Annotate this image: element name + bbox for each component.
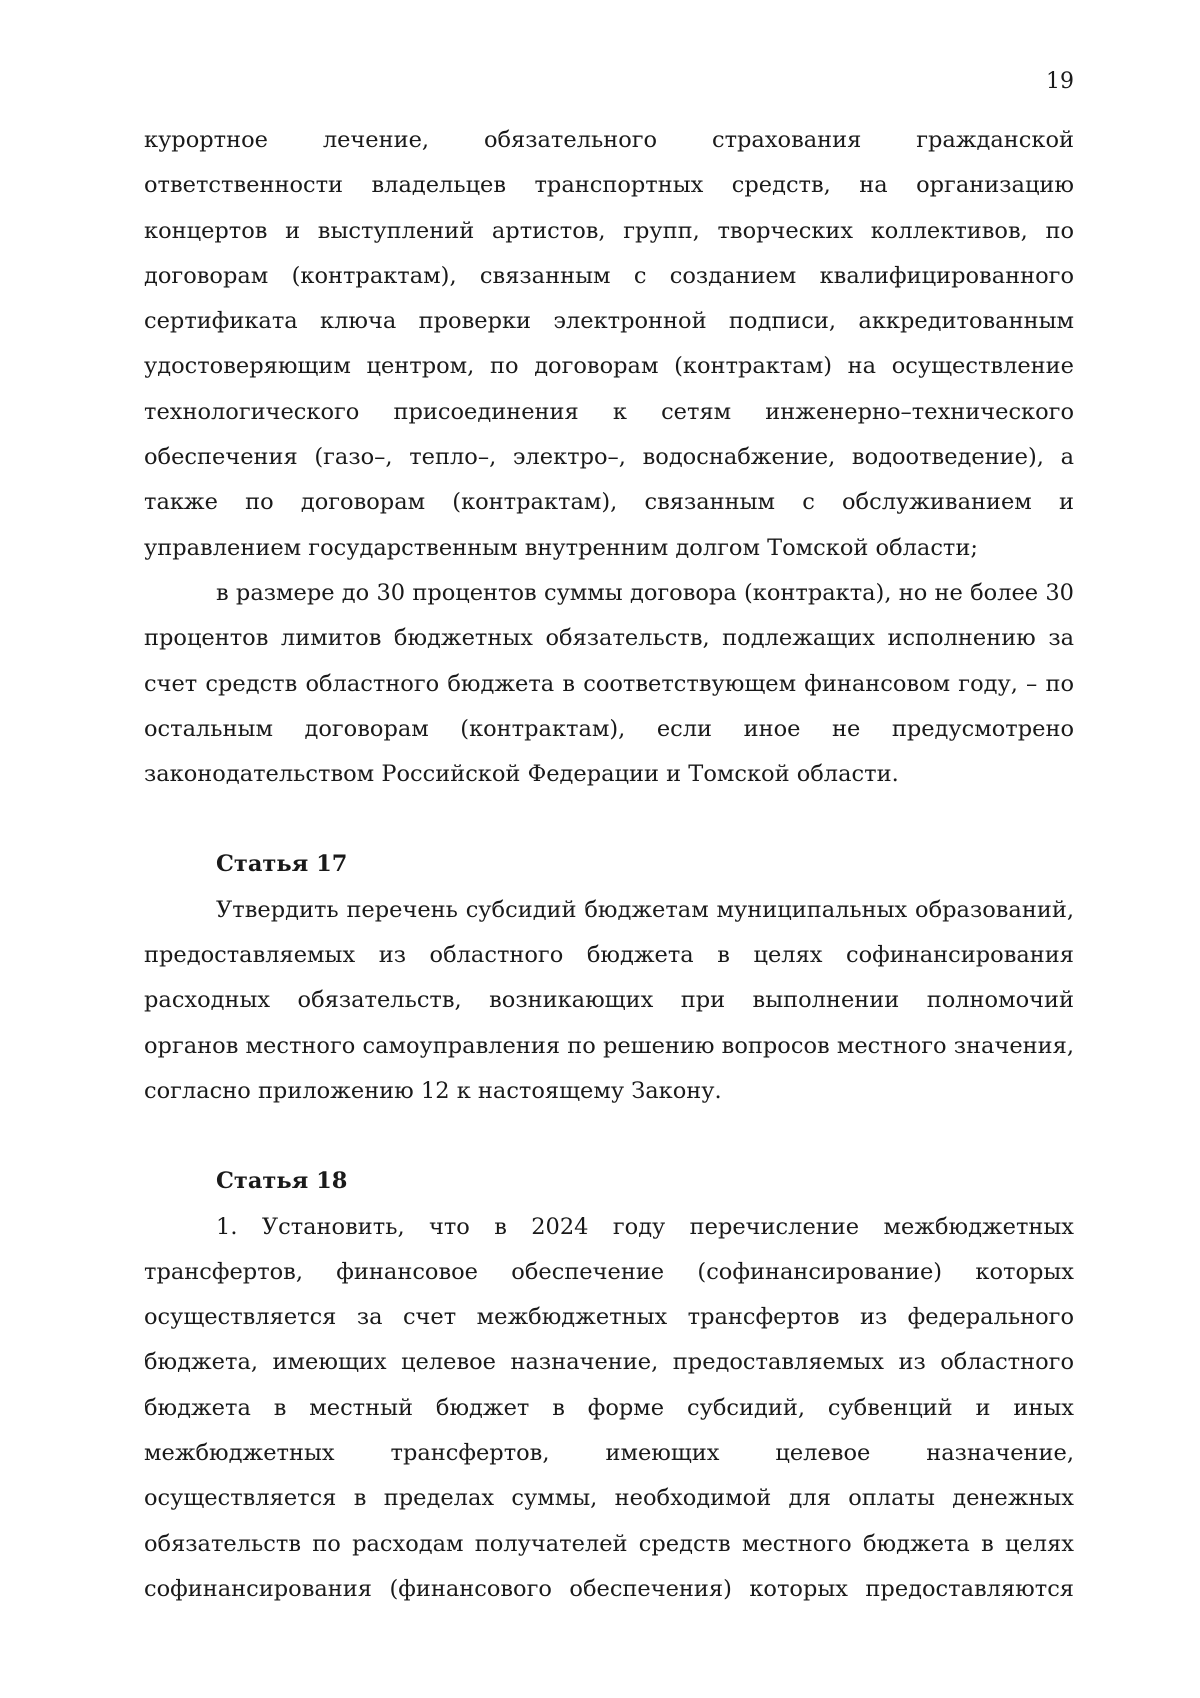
article-18-text: 1. Установить, что в 2024 году перечисление межбюджетных трансфертов, финансовое обеспечение (софинансирование) которых осуществляется за счет межбюджетных трансфертов из федерального бюджета, имеющих целевое назначение, предоставляемых из областного бюджета в местный бюджет в форме субсидий, субвенций и иных межбюджетных трансфертов, имеющих целевое назначение, осуществляется в пределах суммы, необходимой для оплаты денежных обязательств по расходам получателей средств местного бюджета в целях софинансирования (финансового обеспечения) которых предоставляются: [144, 1213, 1074, 1602]
paragraph-continuation: курортное лечение, обязательного страхования гражданской ответственности владельцев транспортных средств, на организацию концертов и выступлений артистов, групп, творческих коллективов, по договорам (контрактам), связанным с созданием квалифицированного сертификата ключа проверки электронной подписи, аккредитованным удостоверяющим центром, по договорам (контрактам) на осуществление технологического присоединения к сетям инженерно–технического обеспечения (газо–, тепло–, электро–, водоснабжение, водоотведение), а также по договорам (контрактам), связанным с обслуживанием и управлением государственным внутренним долгом Томской области;: [144, 127, 1074, 561]
article-17-text: Утвердить перечень субсидий бюджетам муниципальных образований, предоставляемых из областного бюджета в целях софинансирования расходных обязательств, возникающих при выполнении полномочий органов местного самоуправления по решению вопросов местного значения, согласно приложению 12 к настоящему Закону.: [144, 896, 1074, 1104]
page-number: 19: [1046, 69, 1074, 94]
document-body: [144, 118, 1074, 1612]
article-18-heading: Статья 18: [216, 1168, 348, 1195]
paragraph-advance-limit: в размере до 30 процентов суммы договора (контракта), но не более 30 процентов лимитов бюджетных обязательств, подлежащих исполнению за счет средств областного бюджета в соответствующем финансовом году, – по остальным договорам (контрактам), если иное не предусмотрено законодательством Российской Федерации и Томской области.: [144, 579, 1074, 788]
article-17-heading: Статья 17: [216, 851, 348, 878]
